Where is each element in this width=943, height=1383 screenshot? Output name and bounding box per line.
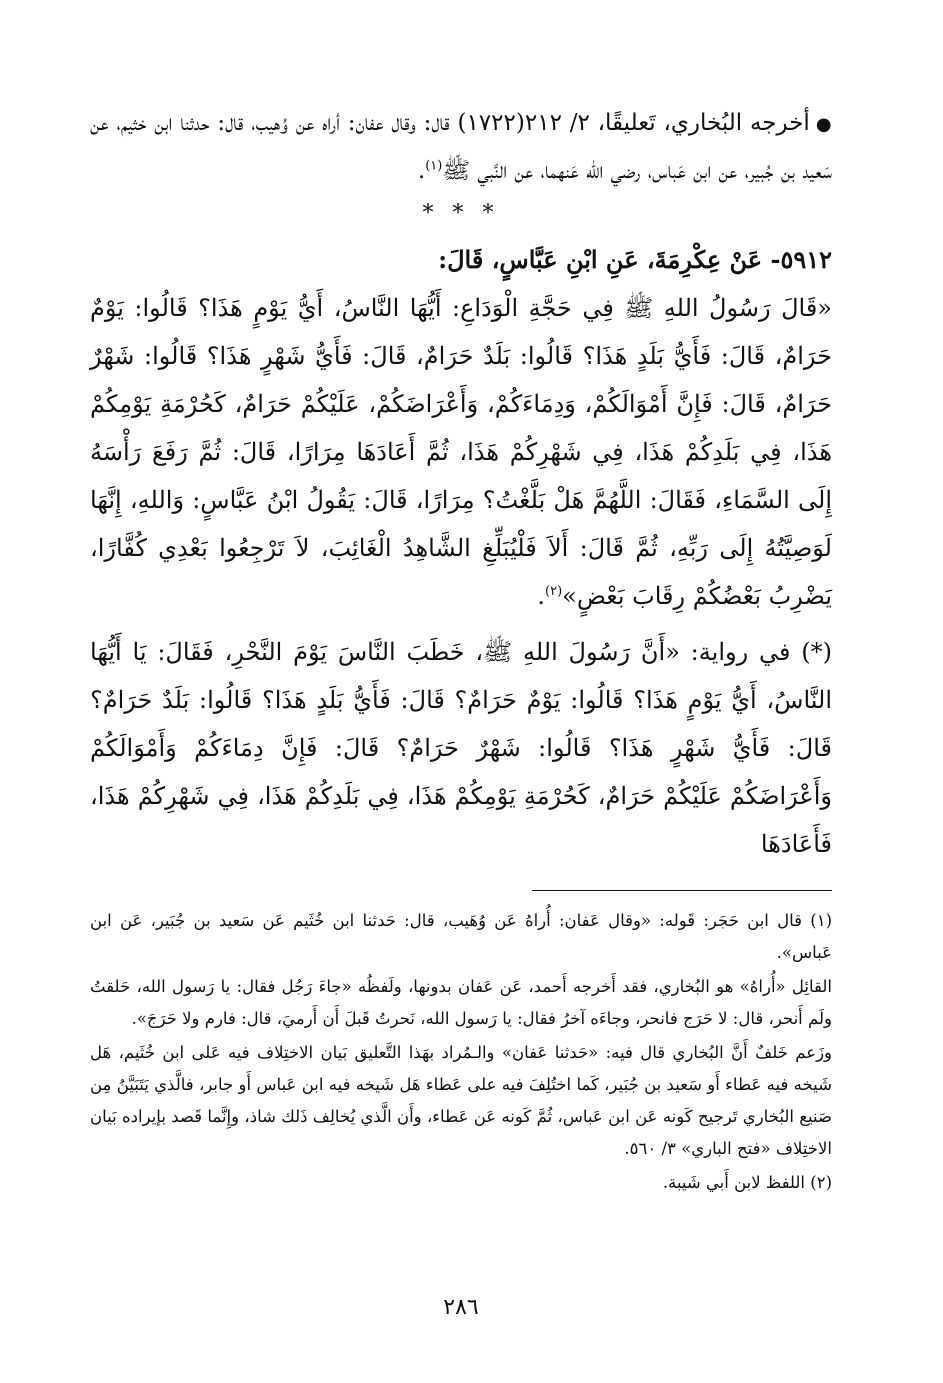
footnote-divider <box>532 890 832 891</box>
footnote-marker-1[interactable]: (١) <box>425 158 443 174</box>
page-number: ٢٨٦ <box>443 1295 479 1320</box>
footnotes-section <box>90 905 832 1199</box>
section-separator-stars: * * * <box>422 201 500 226</box>
hadith-heading: ٥٩١٢- عَنْ عِكْرِمَةَ، عَنِ ابْنِ عَبَّاسٍ، قَالَ: <box>438 245 832 274</box>
bullet-icon: ● <box>815 114 832 135</box>
footnote-1-part-3: وزَعم خَلفٌ أَنَّ البُخاري قال فيه: «حَدثنا عَفان» والـمُراد بهَذا التَّعليق بَيان الاختِلاف فيه عَلى ابن خُثَيم، هَل شَيخه فيه عَطاء أَو سَعيد بن جُبَير، كَما اختُلِفَ فيه على عَطاء هَل شَيخه فيه ابن عَباس أَو جابر، فالَّذي يَتَبَيَّنُ مِن صَنيع البُخاري تَرجيح كَونه عَن ابن عَباس، ثُمَّ كَونه عَن عَطاء، وأَن الَّذي يُخالِف ذَلك شاذ، وإِنَّما قَصد بإيراده بَيان الاختِلاف «فتح الباري» ٣/ ٥٦٠. <box>90 1043 832 1158</box>
footnote-1-part-1: (١) قال ابن حَجَر: قَوله: «وقال عَفان: أُراهُ عَن وُهَيب، قال: حَدثنا ابن خُثَيم عَن سَعيد بن جُبَير، عَن ابن عَباس». <box>90 911 832 962</box>
riwaya-paragraph: (*) في رواية: «أَنَّ رَسُولَ اللهِ ﷺ، خَطَبَ النَّاسَ يَوْمَ النَّحْرِ، فَقَالَ: يَا أَيُّهَا النَّاسُ، أَيُّ يَوْمٍ هَذَا؟ قَالُوا: يَوْمٌ حَرَامٌ؟ قَالَ: فَأَيُّ بَلَدٍ هَذَا؟ قَالُوا: بَلَدٌ حَرَامٌ؟ قَالَ: فَأَيُّ شَهْرٍ هَذَا؟ قَالُوا: شَهْرٌ حَرَامٌ؟ قَالَ: فَإِنَّ دِمَاءَكُمْ وَأَمْوَالَكُمْ وَأَعْرَاضَكُمْ عَلَيْكُمْ حَرَامٌ، كَحُرْمَةِ يَوْمِكُمْ هَذَا، فِي بَلَدِكُمْ هَذَا، فِي شَهْرِكُمْ هَذَا، فَأَعَادَهَا <box>90 638 832 858</box>
hadith-body <box>90 284 832 620</box>
footnote-marker-2[interactable]: (٢) <box>545 584 563 599</box>
document-page <box>90 100 832 1340</box>
intro-end: . <box>417 158 426 184</box>
intro-paragraph <box>90 100 832 194</box>
footnote-2: (٢) اللفظ لابن أَبي شَيبة. <box>662 1173 832 1192</box>
hadith-text: «قَالَ رَسُولُ اللهِ ﷺ فِي حَجَّةِ الْوَدَاعِ: أَيُّهَا النَّاسُ، أَيُّ يَوْمٍ هَذَا؟ قَالُوا: يَوْمٌ حَرَامٌ، قَالَ: فَأَيُّ بَلَدٍ هَذَا؟ قَالُوا: بَلَدٌ حَرَامٌ، قَالَ: فَأَيُّ شَهْرٍ هَذَا؟ قَالُوا: شَهْرٌ حَرَامٌ، قَالَ: فَإِنَّ أَمْوَالَكُمْ، وَدِمَاءَكُمْ، وَأَعْرَاضَكُمْ، عَلَيْكُمْ حَرَامٌ، كَحُرْمَةِ يَوْمِكُمْ هَذَا، فِي بَلَدِكُمْ هَذَا، فِي شَهْرِكُمْ هَذَا، ثُمَّ أَعَادَهَا مِرَارًا، قَالَ: ثُمَّ رَفَعَ رَأْسَهُ إِلَى السَّمَاءِ، فَقَالَ: اللَّهُمَّ هَلْ بَلَّغْتُ؟ مِرَارًا، قَالَ: يَقُولُ ابْنُ عَبَّاسٍ: وَاللهِ، إِنَّهَا لَوَصِيَّتُهُ إِلَى رَبِّهِ، ثُمَّ قَالَ: أَلاَ فَلْيُبَلِّغِ الشَّاهِدُ الْغَائِبَ، لاَ تَرْجِعُوا بَعْدِي كُفَّارًا، يَضْرِبُ بَعْضُكُمْ رِقَابَ بَعْضٍ» <box>90 294 832 610</box>
hadith-end: . <box>537 582 546 610</box>
intro-text: أخرجه البُخاري، تَعليقًا، ٢/ ٢١٢(١٧٢٢) قال: وقال عفان: أراه عن وُهيب، قال: حدثنا ابن خثيم، عن سَعيد بن جُبير، عن ابن عَباس، رضي الله عَنهما، عن النَّبي ﷺ <box>90 110 832 184</box>
footnote-1-part-2: القائِل «أُراهُ» هو البُخاري، فقد أَخرجه أَحمد، عَن عَفان بدونها، ولَفظُه «جاءَ رَجُل فقال: يا رَسول الله، حَلقتُ ولَم أَنحر، قال: لا حَرَج فانحر، وجاءَه آخرُ فقال: يا رَسول الله، نَحرتُ قَبلَ أَن أَرميَ، قال: فارم ولا حَرَجَ». <box>90 977 832 1028</box>
